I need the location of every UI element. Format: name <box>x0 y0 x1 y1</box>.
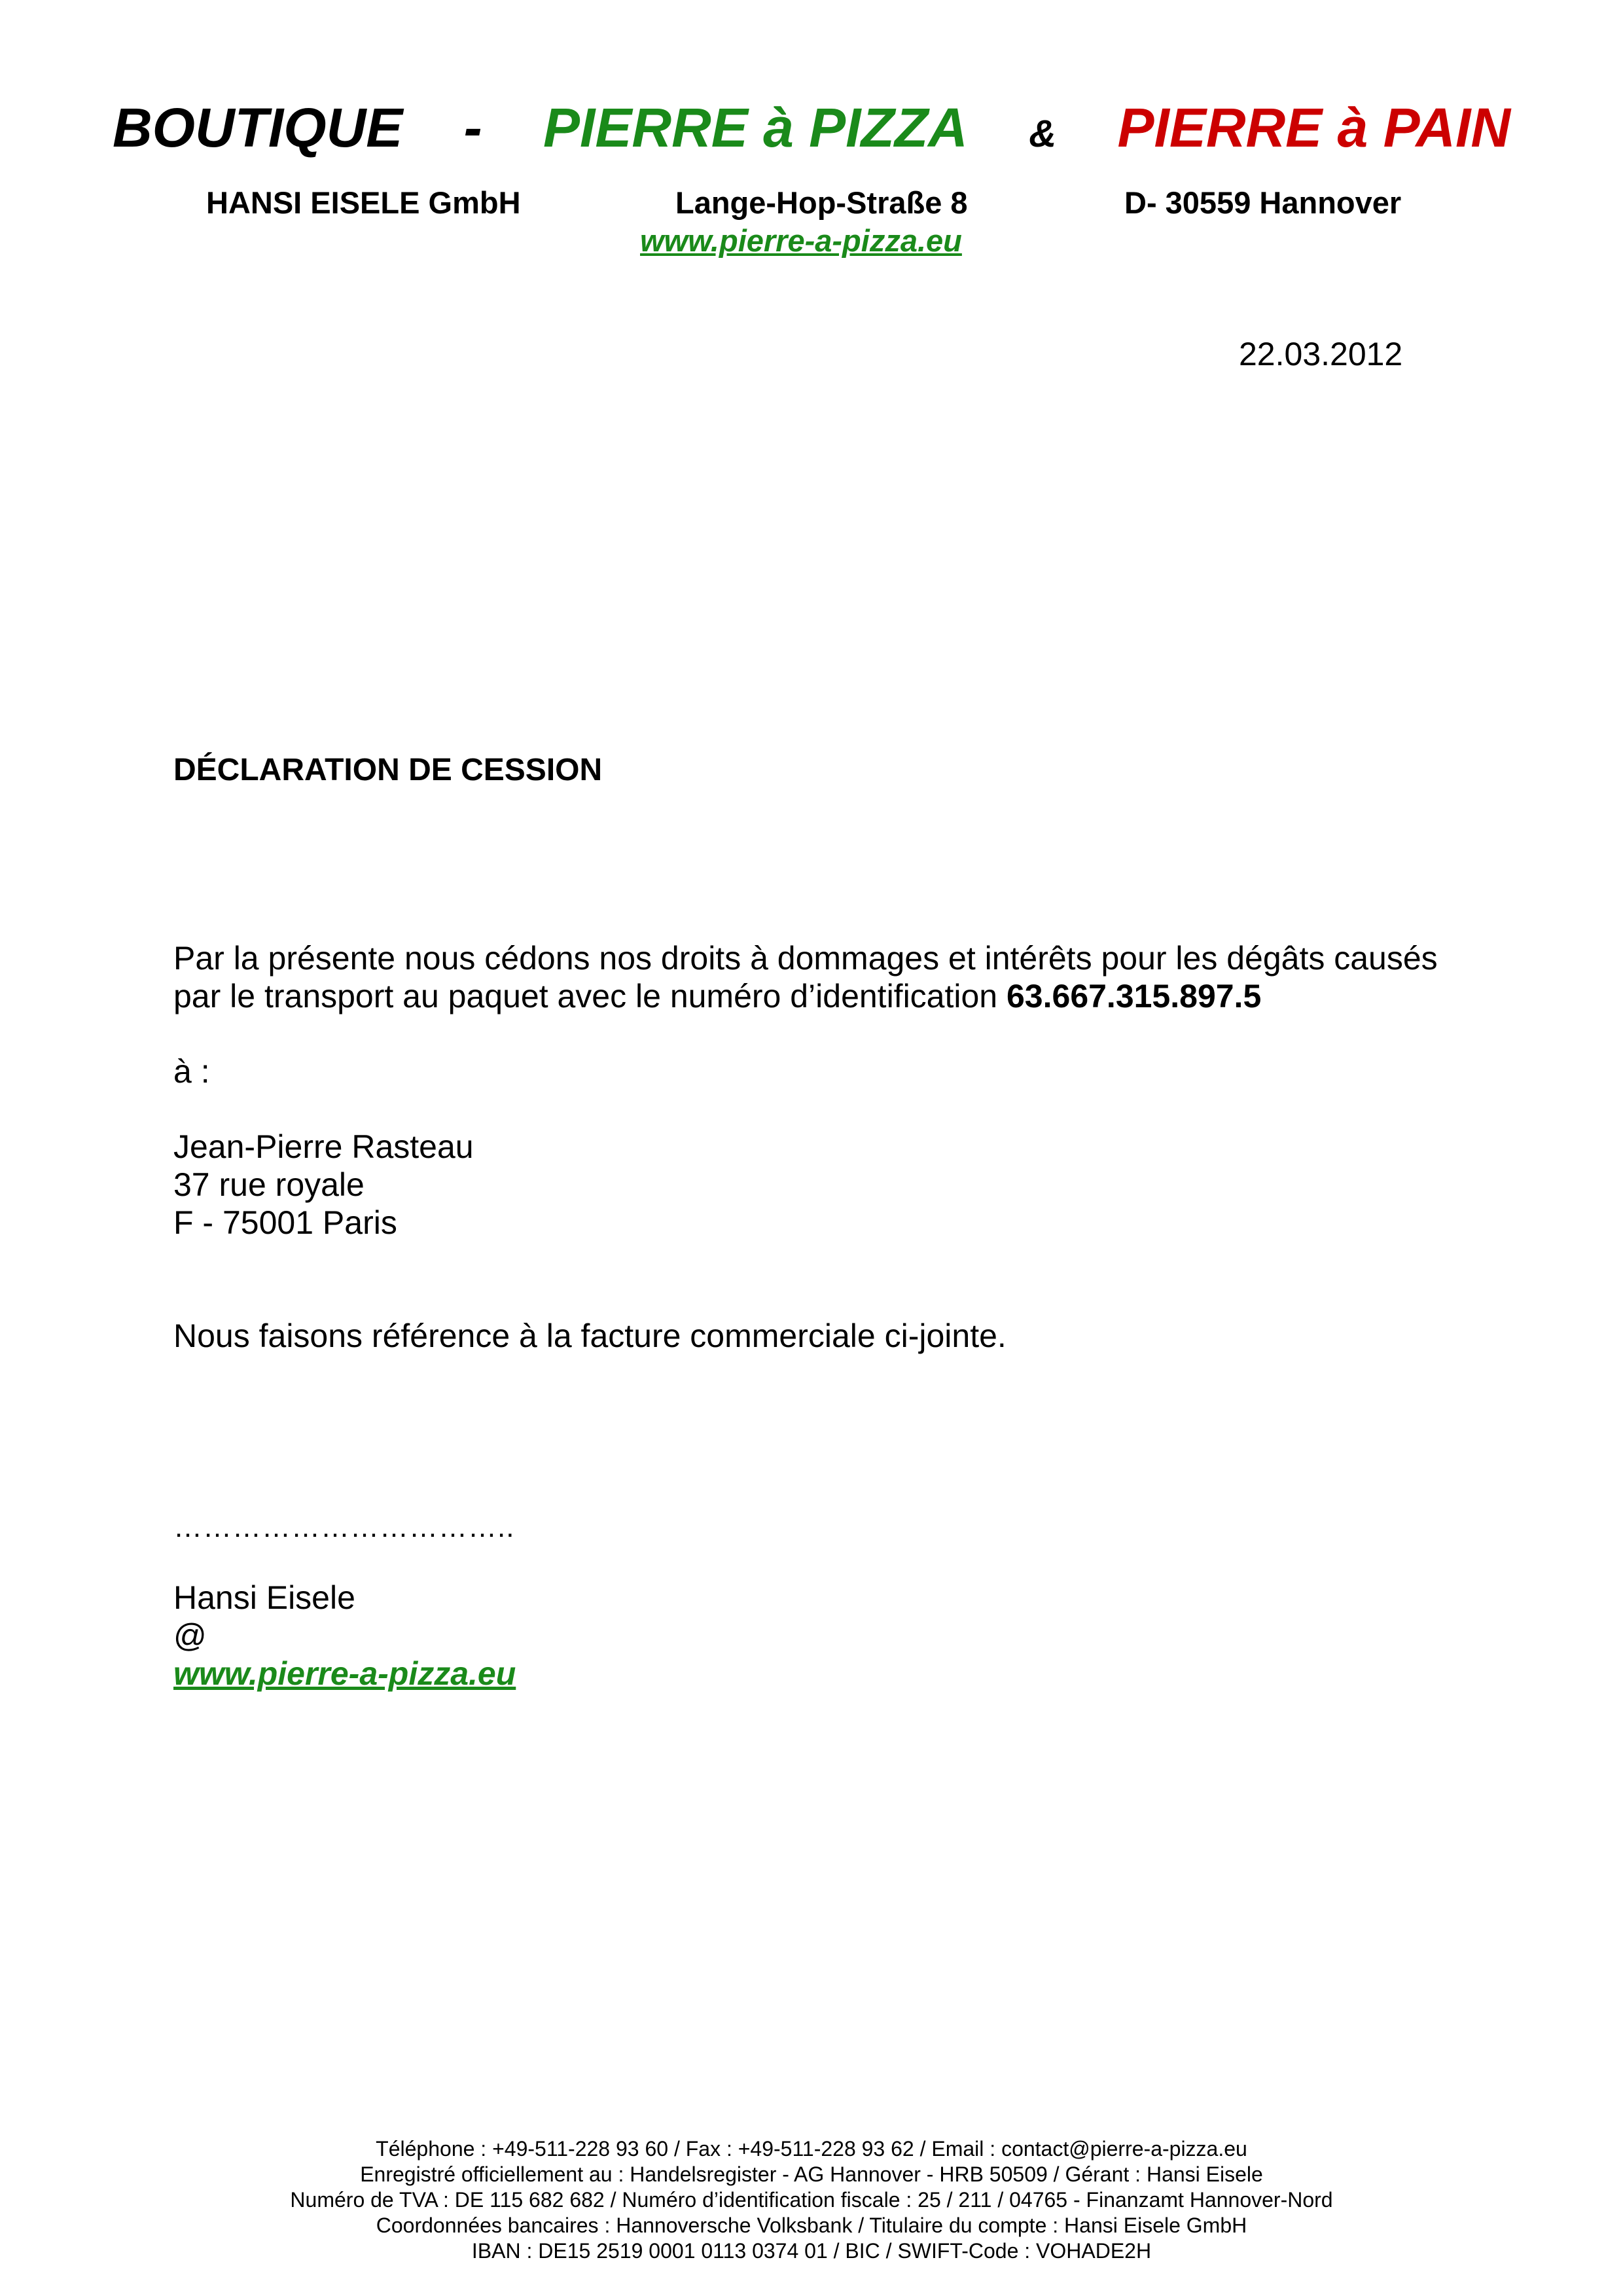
footer-bank-line: Coordonnées bancaires : Hannoversche Volksbank / Titulaire du compte : Hansi Eisele GmbH <box>376 2214 1247 2237</box>
title-dash: - <box>463 97 482 158</box>
company-city: D- 30559 Hannover <box>1124 185 1402 220</box>
recipient-street: 37 rue royale <box>173 1166 365 1203</box>
company-street: Lange-Hop-Straße 8 <box>675 185 968 220</box>
signature-website-link[interactable]: www.pierre-a-pizza.eu <box>173 1655 516 1692</box>
title-pierre-a-pizza: PIERRE à PIZZA <box>543 97 968 158</box>
body-line-2-text: par le transport au paquet avec le numéro d’identification <box>173 978 1007 1014</box>
title-ampersand: & <box>1029 113 1057 155</box>
letter-subject: DÉCLARATION DE CESSION <box>173 753 603 787</box>
body-line-2 <box>173 977 1261 1015</box>
reference-sentence: Nous faisons référence à la facture commerciale ci-jointe. <box>173 1318 1007 1354</box>
title-boutique: BOUTIQUE <box>112 97 403 158</box>
recipient-name: Jean-Pierre Rasteau <box>173 1128 474 1165</box>
recipient-city: F - 75001 Paris <box>173 1204 397 1241</box>
body-line-1: Par la présente nous cédons nos droits à dommages et intérêts pour les dégâts causés <box>173 940 1438 977</box>
signature-at: @ <box>173 1617 207 1654</box>
letterhead-title <box>0 92 1623 170</box>
footer <box>0 2136 1623 2264</box>
title-pierre-a-pain: PIERRE à PAIN <box>1117 97 1511 158</box>
recipient-label: à : <box>173 1053 210 1090</box>
footer-iban-line: IBAN : DE15 2519 0001 0113 0374 01 / BIC / SWIFT-Code : VOHADE2H <box>471 2239 1152 2263</box>
signature-name: Hansi Eisele <box>173 1579 355 1616</box>
footer-contact-line: Téléphone : +49-511-228 93 60 / Fax : +49-511-228 93 62 / Email : contact@pierre-a-pizza.eu <box>376 2137 1247 2161</box>
letter-date: 22.03.2012 <box>1239 336 1403 372</box>
header-website-link[interactable]: www.pierre-a-pizza.eu <box>640 223 962 258</box>
footer-tax-line: Numéro de TVA : DE 115 682 682 / Numéro d’identification fiscale : 25 / 211 / 04765 - Finanzamt Hannover-Nord <box>290 2188 1333 2212</box>
company-name: HANSI EISELE GmbH <box>206 185 521 220</box>
footer-registration-line: Enregistré officiellement au : Handelsregister - AG Hannover - HRB 50509 / Gérant : Hansi Eisele <box>360 2162 1263 2186</box>
signature-line: …………………………….. <box>173 1511 515 1543</box>
tracking-number: 63.667.315.897.5 <box>1007 978 1262 1014</box>
